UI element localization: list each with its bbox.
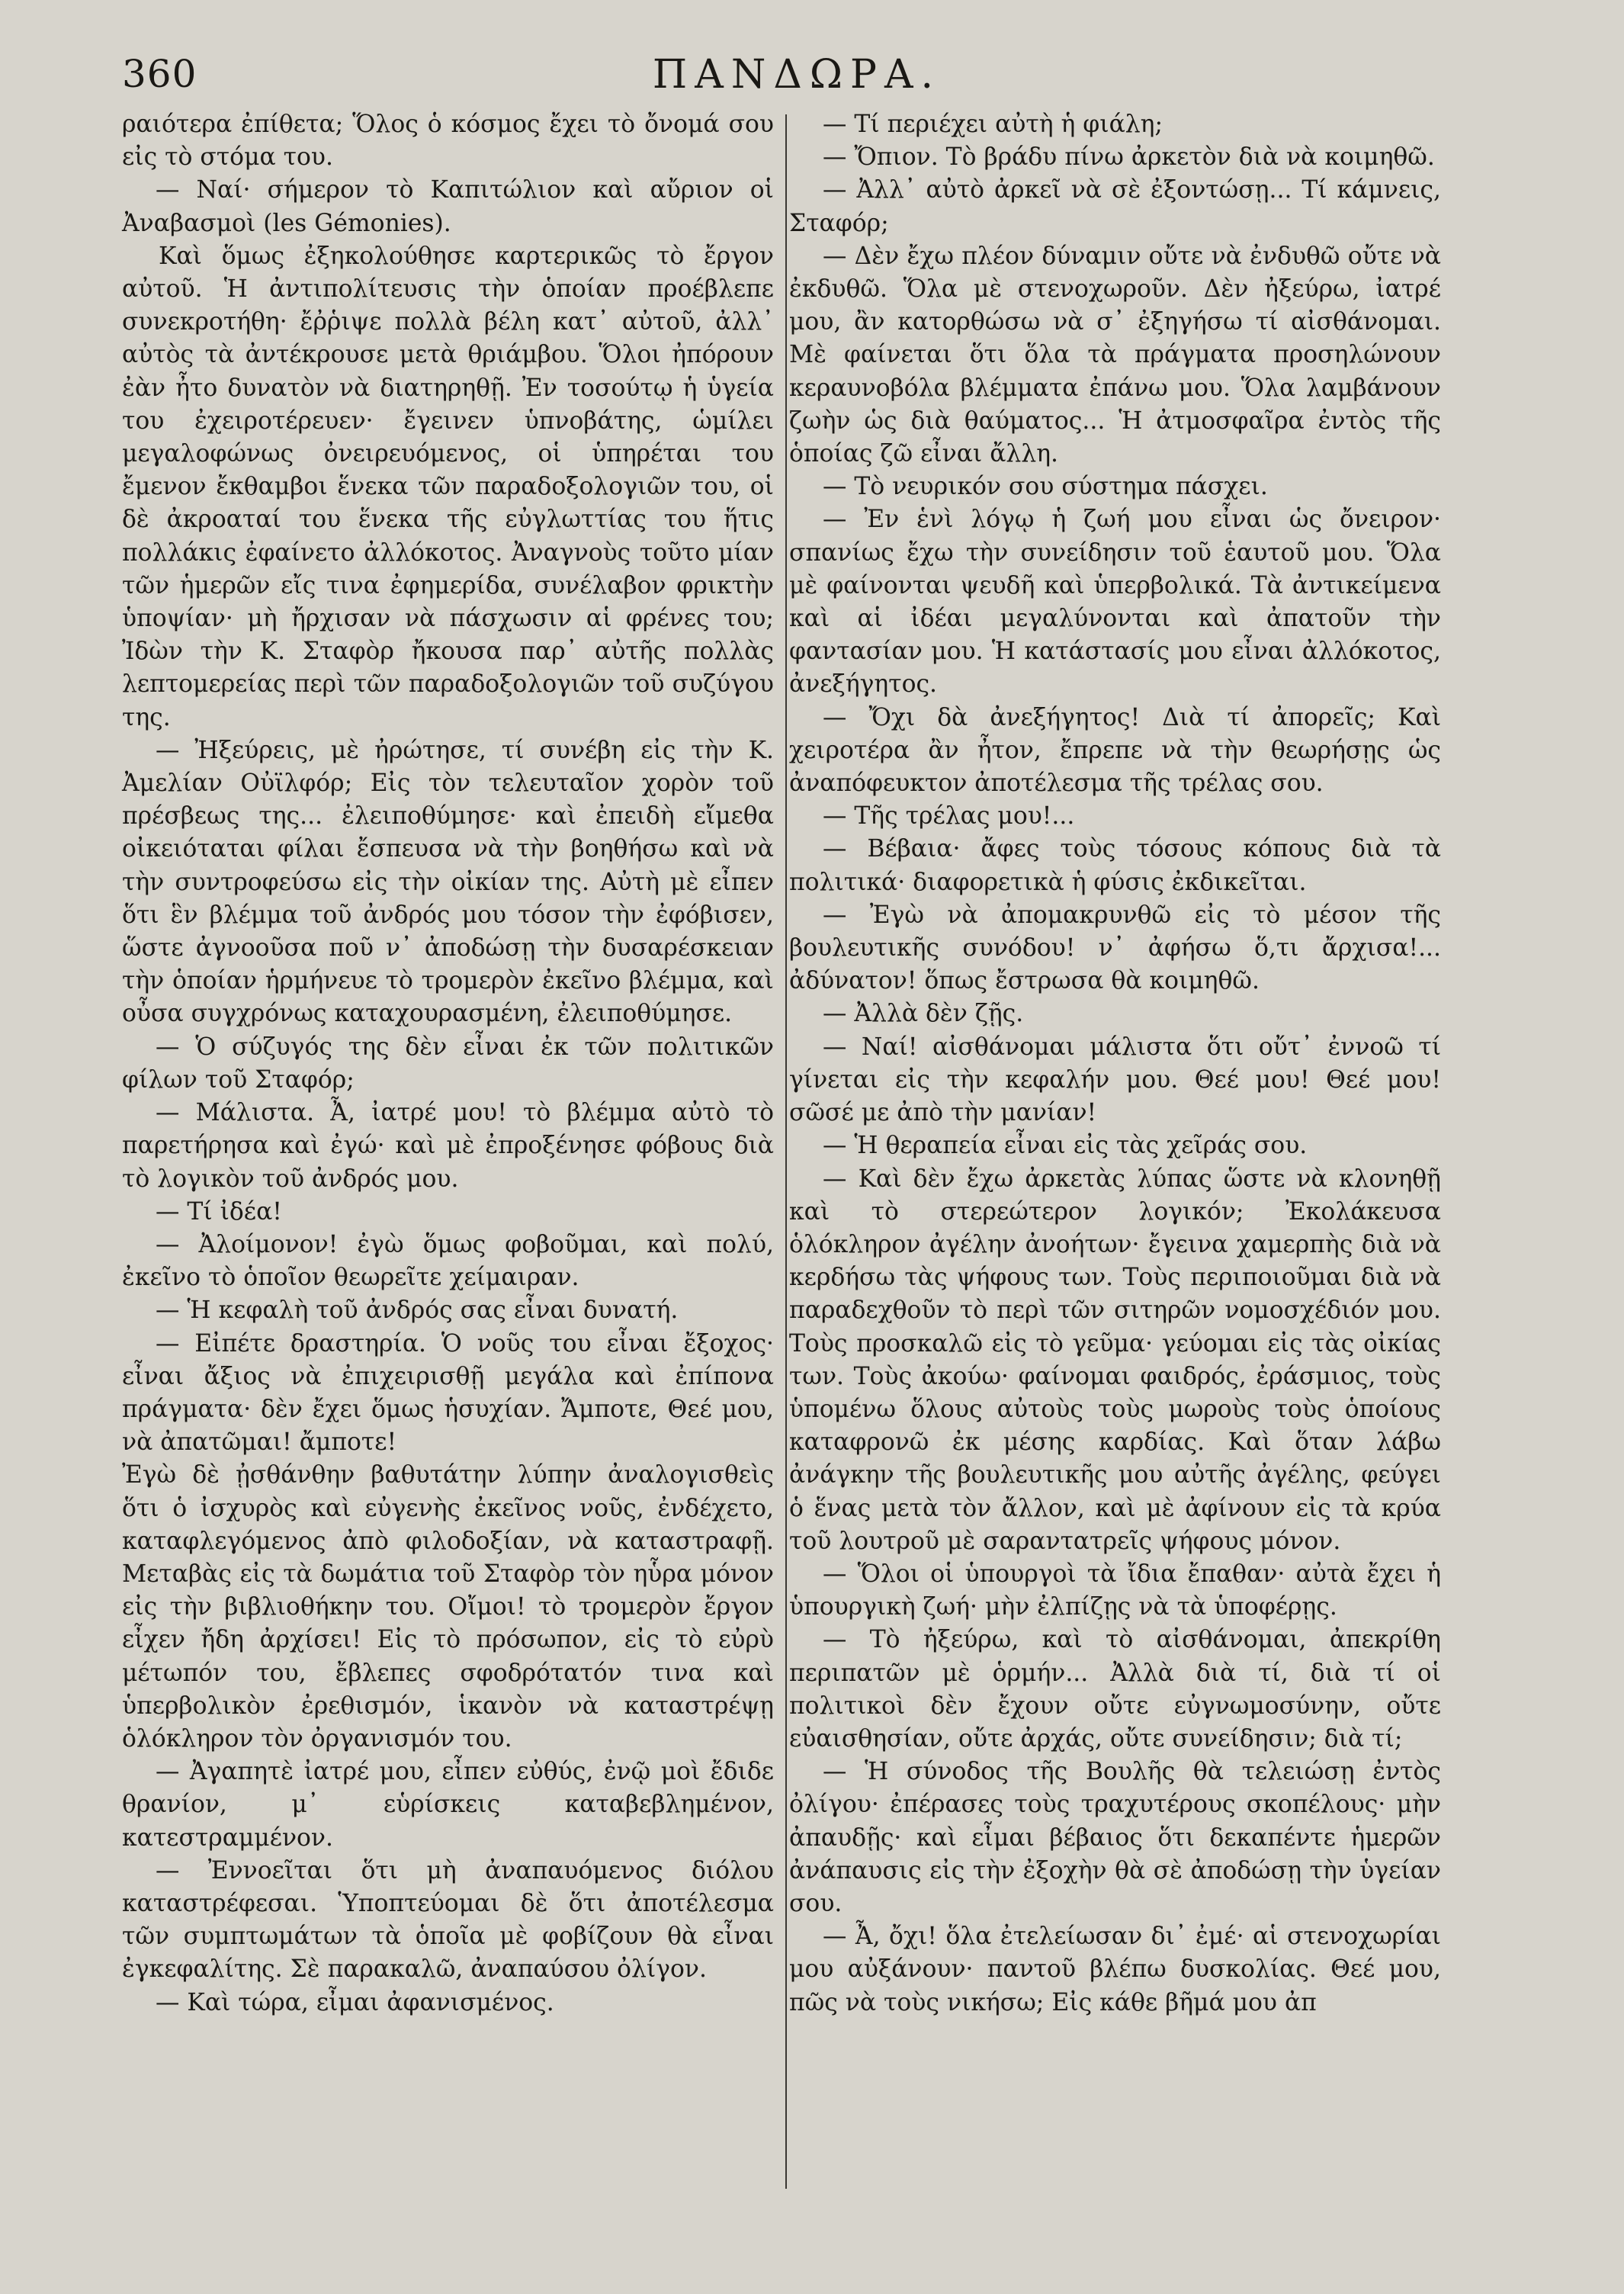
dialogue-paragraph: — Ὅλοι οἱ ὑπουργοὶ τὰ ἴδια ἔπαθαν· αὐτὰ ἔχει ἡ ὑπουργικὴ ζωή· μὴν ἐλπίζῃς νὰ τὰ ὑποφέρῃς. [789, 1558, 1441, 1624]
dialogue-paragraph: — Ἆ, ὄχι! ὅλα ἐτελείωσαν δι᾽ ἐμέ· αἱ στενοχωρίαι μου αὐξάνουν· παντοῦ βλέπω δυσκολίας. Θεέ μου, πῶς νὰ τοὺς νικήσω; Εἰς κάθε βῆμά μου ἀπ [789, 1920, 1441, 2019]
dialogue-paragraph: — Ἀλοίμονον! ἐγὼ ὅμως φοβοῦμαι, καὶ πολύ, ἐκεῖνο τὸ ὁποῖον θεωρεῖτε χείμαιραν. [122, 1229, 774, 1294]
dialogue-paragraph: — Τὸ νευρικόν σου σύστημα πάσχει. [789, 471, 1441, 503]
dialogue-paragraph: — Ὁ σύζυγός της δὲν εἶναι ἐκ τῶν πολιτικῶν φίλων τοῦ Σταφόρ; [122, 1031, 774, 1097]
paragraph: ραιότερα ἐπίθετα; Ὅλος ὁ κόσμος ἔχει τὸ ὄνομά σου εἰς τὸ στόμα του. [122, 111, 774, 172]
dialogue-paragraph: — Ἡ θεραπεία εἶναι εἰς τὰς χεῖράς σου. [789, 1129, 1441, 1162]
dialogue-paragraph: — Μάλιστα. Ἆ, ἰατρέ μου! τὸ βλέμμα αὐτὸ τὸ παρετήρησα καὶ ἐγώ· καὶ μὲ ἐπροξένησε φόβους διὰ τὸ λογικὸν τοῦ ἀνδρός μου. [122, 1097, 774, 1196]
dialogue-paragraph: — Καὶ τώρα, εἶμαι ἀφανισμένος. [122, 1987, 774, 2019]
dialogue-paragraph: — Τί ἰδέα! [122, 1196, 774, 1229]
dialogue-paragraph: — Ὄπιον. Τὸ βράδυ πίνω ἀρκετὸν διὰ νὰ κοιμηθῶ. [789, 141, 1441, 174]
dialogue-paragraph: — Δὲν ἔχω πλέον δύναμιν οὔτε νὰ ἐνδυθῶ οὔτε νὰ ἐκδυθῶ. Ὅλα μὲ στενοχωροῦν. Δὲν ἠξεύρω, ἰατρέ μου, ἂν κατορθώσω νὰ σ᾽ ἐξηγήσω τί αἰσθάνομαι. Μὲ φαίνεται ὅτι ὅλα τὰ πράγματα προσηλώνουν κεραυνοβόλα βλέμματα ἐπάνω μου. Ὅλα λαμβάνουν ζωὴν ὡς διὰ θαύματος... Ἡ ἀτμοσφαῖρα ἐντὸς τῆς ὁποίας ζῶ εἶναι ἄλλη. [789, 240, 1441, 471]
column-divider [785, 114, 787, 2189]
running-head [122, 46, 1472, 99]
dialogue-paragraph: — Ἐγὼ νὰ ἀπομακρυνθῶ εἰς τὸ μέσον τῆς βουλευτικῆς συνόδου! ν᾽ ἀφήσω ὅ,τι ἄρχισα!... ἀδύνατον! ὅπως ἔστρωσα θὰ κοιμηθῶ. [789, 899, 1441, 998]
dialogue-paragraph: — Ναί! αἰσθάνομαι μάλιστα ὅτι οὔτ᾽ ἐννοῶ τί γίνεται εἰς τὴν κεφαλήν μου. Θεέ μου! Θεέ μου! σῶσέ με ἀπὸ τὴν μανίαν! [789, 1031, 1441, 1130]
dialogue-paragraph: — Ἐννοεῖται ὅτι μὴ ἀναπαυόμενος διόλου καταστρέφεσαι. Ὑποπτεύομαι δὲ ὅτι ἀποτέλεσμα τῶν συμπτωμάτων τὰ ὁποῖα μὲ φοβίζουν θὰ εἶναι ἐγκεφαλίτης. Σὲ παρακαλῶ, ἀναπαύσου ὀλίγον. [122, 1855, 774, 1987]
dialogue-paragraph: — Ἐν ἑνὶ λόγῳ ἡ ζωή μου εἶναι ὡς ὄνειρον· σπανίως ἔχω τὴν συνείδησιν τοῦ ἑαυτοῦ μου. Ὅλα μὲ φαίνονται ψευδῆ καὶ ὑπερβολικά. Τὰ ἀντικείμενα καὶ αἱ ἰδέαι μεγαλύνονται καὶ ἀπατοῦν τὴν φαντασίαν μου. Ἡ κατάστασίς μου εἶναι ἀλλόκοτος, ἀνεξήγητος. [789, 503, 1441, 701]
dialogue-paragraph: — Ναί· σήμερον τὸ Καπιτώλιον καὶ αὔριον οἱ Ἀναβασμοὶ (les Gémonies). [122, 174, 774, 239]
dialogue-paragraph: — Ἀλλ᾽ αὐτὸ ἀρκεῖ νὰ σὲ ἐξοντώσῃ... Τί κάμνεις, Σταφόρ; [789, 174, 1441, 239]
dialogue-paragraph: — Τὸ ἠξεύρω, καὶ τὸ αἰσθάνομαι, ἀπεκρίθη περιπατῶν μὲ ὁρμήν... Ἀλλὰ διὰ τί, διὰ τί οἱ πολιτικοὶ δὲν ἔχουν οὔτε εὐγνωμοσύνην, οὔτε εὐαισθησίαν, οὔτε ἀρχάς, οὔτε συνείδησιν; διὰ τί; [789, 1624, 1441, 1756]
dialogue-paragraph: — Ἀλλὰ δὲν ζῇς. [789, 998, 1441, 1030]
dialogue-paragraph: — Εἰπέτε δραστηρία. Ὁ νοῦς του εἶναι ἔξοχος· εἶναι ἄξιος νὰ ἐπιχειρισθῇ μεγάλα καὶ ἐπίπονα πράγματα· δὲν ἔχει ὅμως ἡσυχίαν. Ἄμποτε, Θεέ μου, νὰ ἀπατῶμαι! ἄμποτε! [122, 1328, 774, 1460]
dialogue-paragraph: — Ὄχι δὰ ἀνεξήγητος! Διὰ τί ἀπορεῖς; Καὶ χειροτέρα ἂν ἦτον, ἔπρεπε νὰ τὴν θεωρήσῃς ὡς ἀναπόφευκτον ἀποτέλεσμα τῆς τρέλας σου. [789, 702, 1441, 801]
paragraph: Καὶ ὅμως ἐξηκολούθησε καρτερικῶς τὸ ἔργον αὐτοῦ. Ἡ ἀντιπολίτευσις τὴν ὁποίαν προέβλεπε συνεκροτήθη· ἔῤῥιψε πολλὰ βέλη κατ᾽ αὐτοῦ, ἀλλ᾽ αὐτὸς τὰ ἀντέκρουσε μετὰ θριάμβου. Ὅλοι ἠπόρουν ἐὰν ἦτο δυνατὸν νὰ διατηρηθῇ. Ἐν τοσούτῳ ἡ ὑγεία του ἐχειροτέρευεν· ἔγεινεν ὑπνοβάτης, ὡμίλει μεγαλοφώνως ὀνειρευόμενος, οἱ ὑπηρέται του ἔμενον ἔκθαμβοι ἕνεκα τῶν παραδοξολογιῶν του, οἱ δὲ ἀκροαταί του ἕνεκα τῆς εὐγλωττίας του ἥτις πολλάκις ἐφαίνετο ἀλλόκοτος. Ἀναγνοὺς τοῦτο μίαν τῶν ἡμερῶν εἴς τινα ἐφημερίδα, συνέλαβον φρικτὴν ὑποψίαν· μὴ ἤρχισαν νὰ πάσχωσιν αἱ φρένες του; Ἰδὼν τὴν Κ. Σταφὸρ ἤκουσα παρ᾽ αὐτῆς πολλὰς λεπτομερείας περὶ τῶν παραδοξολογιῶν τοῦ συζύγου της. [122, 242, 774, 731]
dialogue-paragraph: — Ἀγαπητὲ ἰατρέ μου, εἶπεν εὐθύς, ἐνῷ μοὶ ἔδιδε θρανίον, μ᾽ εὑρίσκεις καταβεβλημένον, κατεστραμμένον. [122, 1756, 774, 1855]
dialogue-paragraph: — Τί περιέχει αὐτὴ ἡ φιάλη; [789, 108, 1441, 141]
dialogue-paragraph: — Ἠξεύρεις, μὲ ἠρώτησε, τί συνέβη εἰς τὴν Κ. Ἀμελίαν Οὐϊλφόρ; Εἰς τὸν τελευταῖον χορὸν τοῦ πρέσβεως της... ἐλειποθύμησε· καὶ ἐπειδὴ εἴμεθα οἰκειόταται φίλαι ἔσπευσα νὰ τὴν βοηθήσω καὶ νὰ τὴν συντροφεύσω εἰς τὴν οἰκίαν της. Αὐτὴ μὲ εἶπεν ὅτι ἓν βλέμμα τοῦ ἀνδρός μου τόσον τὴν ἐφόβισεν, ὥστε ἀγνοοῦσα ποῦ ν᾽ ἀποδώσῃ τὴν δυσαρέσκειαν τὴν ὁποίαν ἡρμήνευε τὸ τρομερὸν ἐκεῖνο βλέμμα, καὶ οὖσα συγχρόνως καταχουρασμένη, ἐλειποθύμησε. [122, 734, 774, 1031]
journal-title: ΠΑΝΔΩΡΑ. [652, 52, 942, 98]
dialogue-paragraph: — Τῆς τρέλας μου!... [789, 800, 1441, 833]
left-column [122, 108, 774, 2019]
dialogue-paragraph: — Ἡ κεφαλὴ τοῦ ἀνδρός σας εἶναι δυνατή. [122, 1294, 774, 1327]
dialogue-paragraph: — Καὶ δὲν ἔχω ἀρκετὰς λύπας ὥστε νὰ κλονηθῇ καὶ τὸ στερεώτερον λογικόν; Ἐκολάκευσα ὁλόκληρον ἀγέλην ἀνοήτων· ἔγεινα χαμερπὴς διὰ νὰ κερδήσω τὰς ψήφους των. Τοὺς περιποιοῦμαι διὰ νὰ παραδεχθοῦν τὸ περὶ τῶν σιτηρῶν νομοσχέδιόν μου. Τοὺς προσκαλῶ εἰς τὸ γεῦμα· γεύομαι εἰς τὰς οἰκίας των. Τοὺς ἀκούω· φαίνομαι φαιδρός, ἐράσμιος, τοὺς ὑπομένω ὅλους αὐτοὺς τοὺς μωροὺς τοὺς ὁποίους καταφρονῶ ἐκ μέσης καρδίας. Καὶ ὅταν λάβω ἀνάγκην τῆς βουλευτικῆς μου αὐτῆς ἀγέλης, φεύγει ὁ ἕνας μετὰ τὸν ἄλλον, καὶ μὲ ἀφίνουν εἰς τὰ κρύα τοῦ λουτροῦ μὲ σαραντατρεῖς ψήφους μόνον. [789, 1163, 1441, 1558]
right-column [789, 108, 1441, 2019]
dialogue-paragraph: — Βέβαια· ἄφες τοὺς τόσους κόπους διὰ τὰ πολιτικά· διαφορετικὰ ἡ φύσις ἐκδικεῖται. [789, 833, 1441, 898]
dialogue-paragraph: — Ἡ σύνοδος τῆς Βουλῆς θὰ τελειώσῃ ἐντὸς ὀλίγου· ἐπέρασες τοὺς τραχυτέρους σκοπέλους· μὴν ἀπαυδῇς· καὶ εἶμαι βέβαιος ὅτι δεκαπέντε ἡμερῶν ἀνάπαυσις εἰς τὴν ἐξοχὴν θὰ σὲ ἀποδώσῃ τὴν ὑγείαν σου. [789, 1756, 1441, 1920]
page-number: 360 [122, 52, 197, 96]
paragraph: Ἐγὼ δὲ ᾐσθάνθην βαθυτάτην λύπην ἀναλογισθεὶς ὅτι ὁ ἰσχυρὸς καὶ εὐγενὴς ἐκεῖνος νοῦς, ἐνδέχετο, καταφλεγόμενος ἀπὸ φιλοδοξίαν, νὰ καταστραφῇ. Μεταβὰς εἰς τὰ δωμάτια τοῦ Σταφὸρ τὸν ηὗρα μόνον εἰς τὴν βιβλιοθήκην του. Οἴμοι! τὸ τρομερὸν ἔργον εἶχεν ἤδη ἀρχίσει! Εἰς τὸ πρόσωπον, εἰς τὸ εὐρὺ μέτωπόν του, ἔβλεπες σφοδρότατόν τινα καὶ ὑπερβολικὸν ἐρεθισμόν, ἱκανὸν νὰ καταστρέψῃ ὁλόκληρον τὸν ὀργανισμόν του. [122, 1461, 774, 1753]
